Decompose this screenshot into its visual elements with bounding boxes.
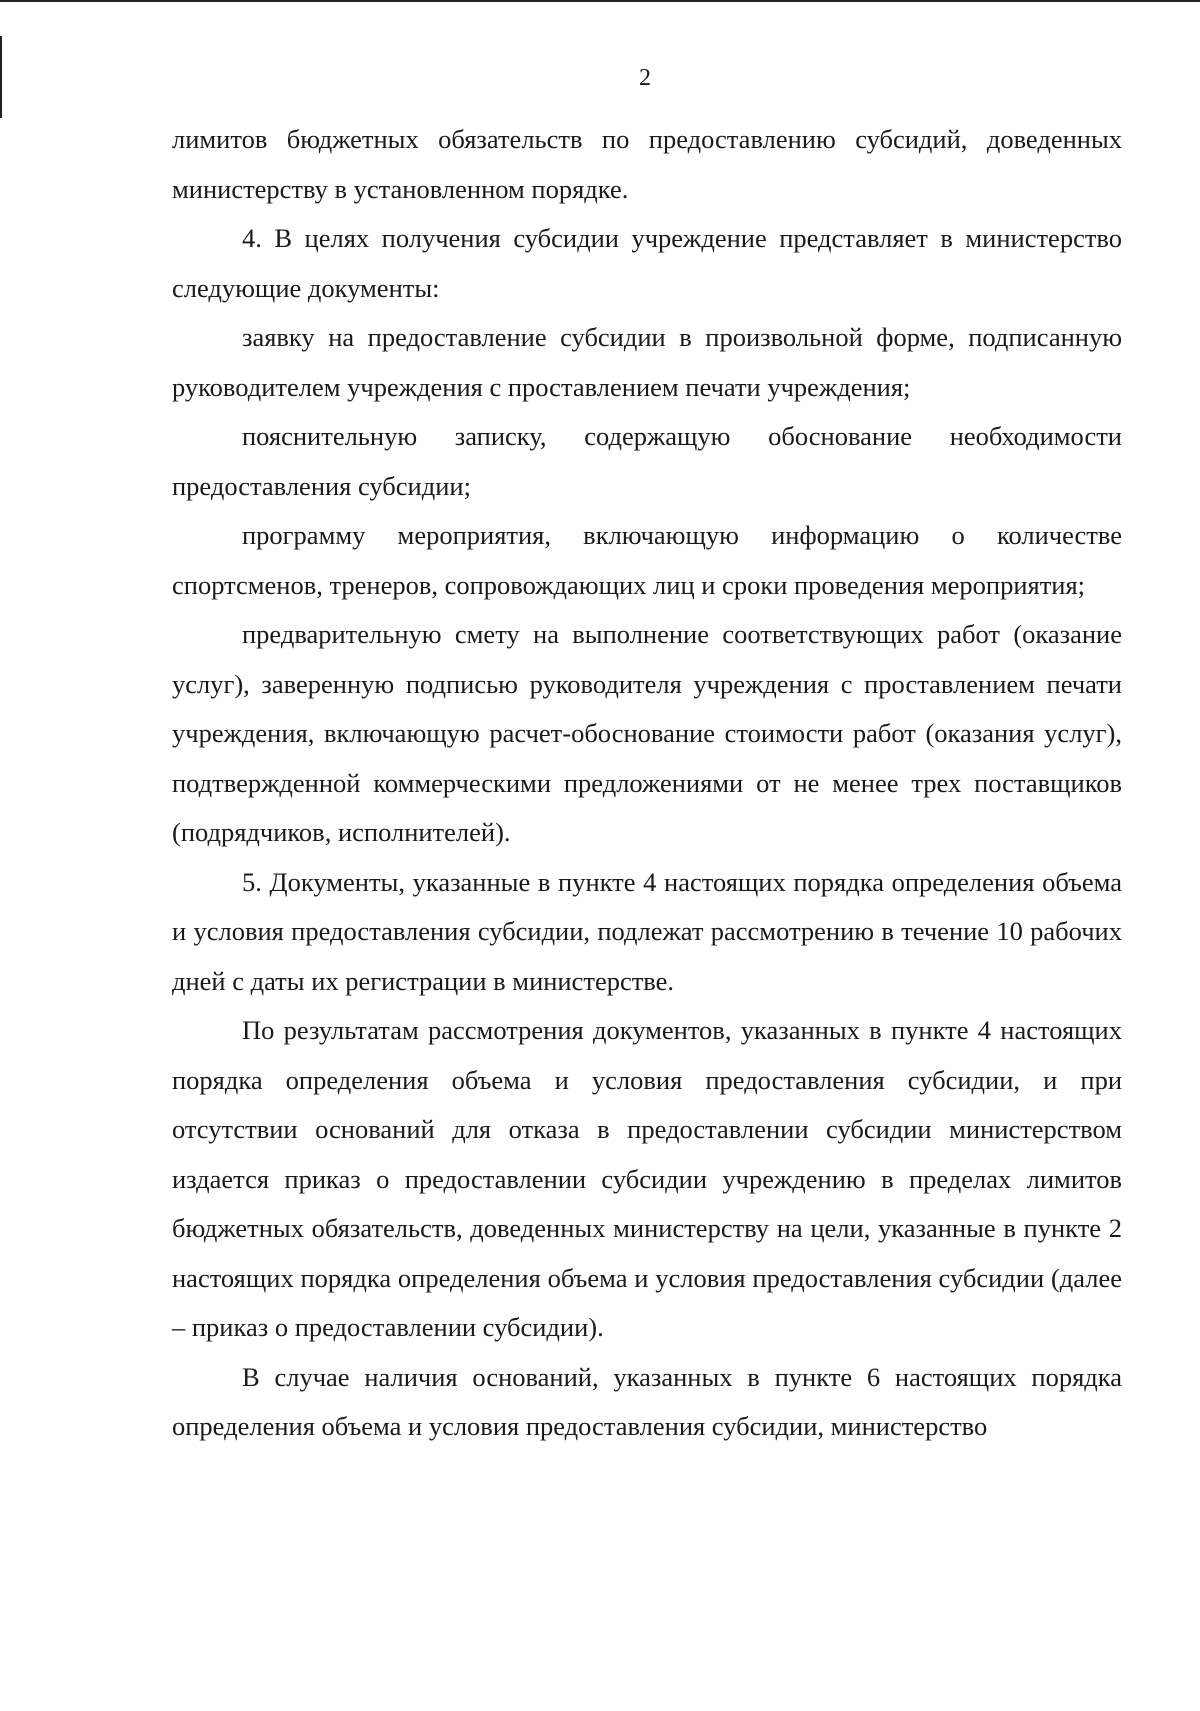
paragraph-5: программу мероприятия, включающую информацию о количестве спортсменов, тренеров, сопровождающих лиц и сроки проведения мероприятия; (172, 520, 1122, 600)
paragraph-9: В случае наличия оснований, указанных в пункте 6 настоящих порядка определения объема и условия предоставления субсидии, министерство (172, 1361, 1122, 1441)
paragraph-8: По результатам рассмотрения документов, указанных в пункте 4 настоящих порядка определения объема и условия предоставления субсидии, и при отсутствии оснований для отказа в предоставлении субсидии министерством издается приказ о предоставлении субсидии учреждению в пределах лимитов бюджетных обязательств, доведенных министерству на цели, указанные в пункте 2 настоящих порядка определения объема и условия предоставления субсидии (далее – приказ о предоставлении субсидии). (172, 1015, 1122, 1342)
document-body (172, 115, 1122, 1452)
paragraph-6: предварительную смету на выполнение соответствующих работ (оказание услуг), заверенную подписью руководителя учреждения с проставлением печати учреждения, включающую расчет-обоснование стоимости работ (оказания услуг), подтвержденной коммерческими предложениями от не менее трех поставщиков (подрядчиков, исполнителей). (172, 619, 1122, 847)
paragraph-7: 5. Документы, указанные в пункте 4 настоящих порядка определения объема и условия предоставления субсидии, подлежат рассмотрению в течение 10 рабочих дней с даты их регистрации в министерстве. (172, 866, 1122, 996)
paragraph-1: лимитов бюджетных обязательств по предоставлению субсидий, доведенных министерству в установленном порядке. (172, 124, 1122, 204)
paragraph-3: заявку на предоставление субсидии в произвольной форме, подписанную руководителем учреждения с проставлением печати учреждения; (172, 322, 1122, 402)
paragraph-2: 4. В целях получения субсидии учреждение представляет в министерство следующие документы: (172, 223, 1122, 303)
page-number: 2 (639, 65, 651, 91)
top-border-line (0, 0, 1200, 2)
paragraph-4: пояснительную записку, содержащую обоснование необходимости предоставления субсидии; (172, 421, 1122, 501)
